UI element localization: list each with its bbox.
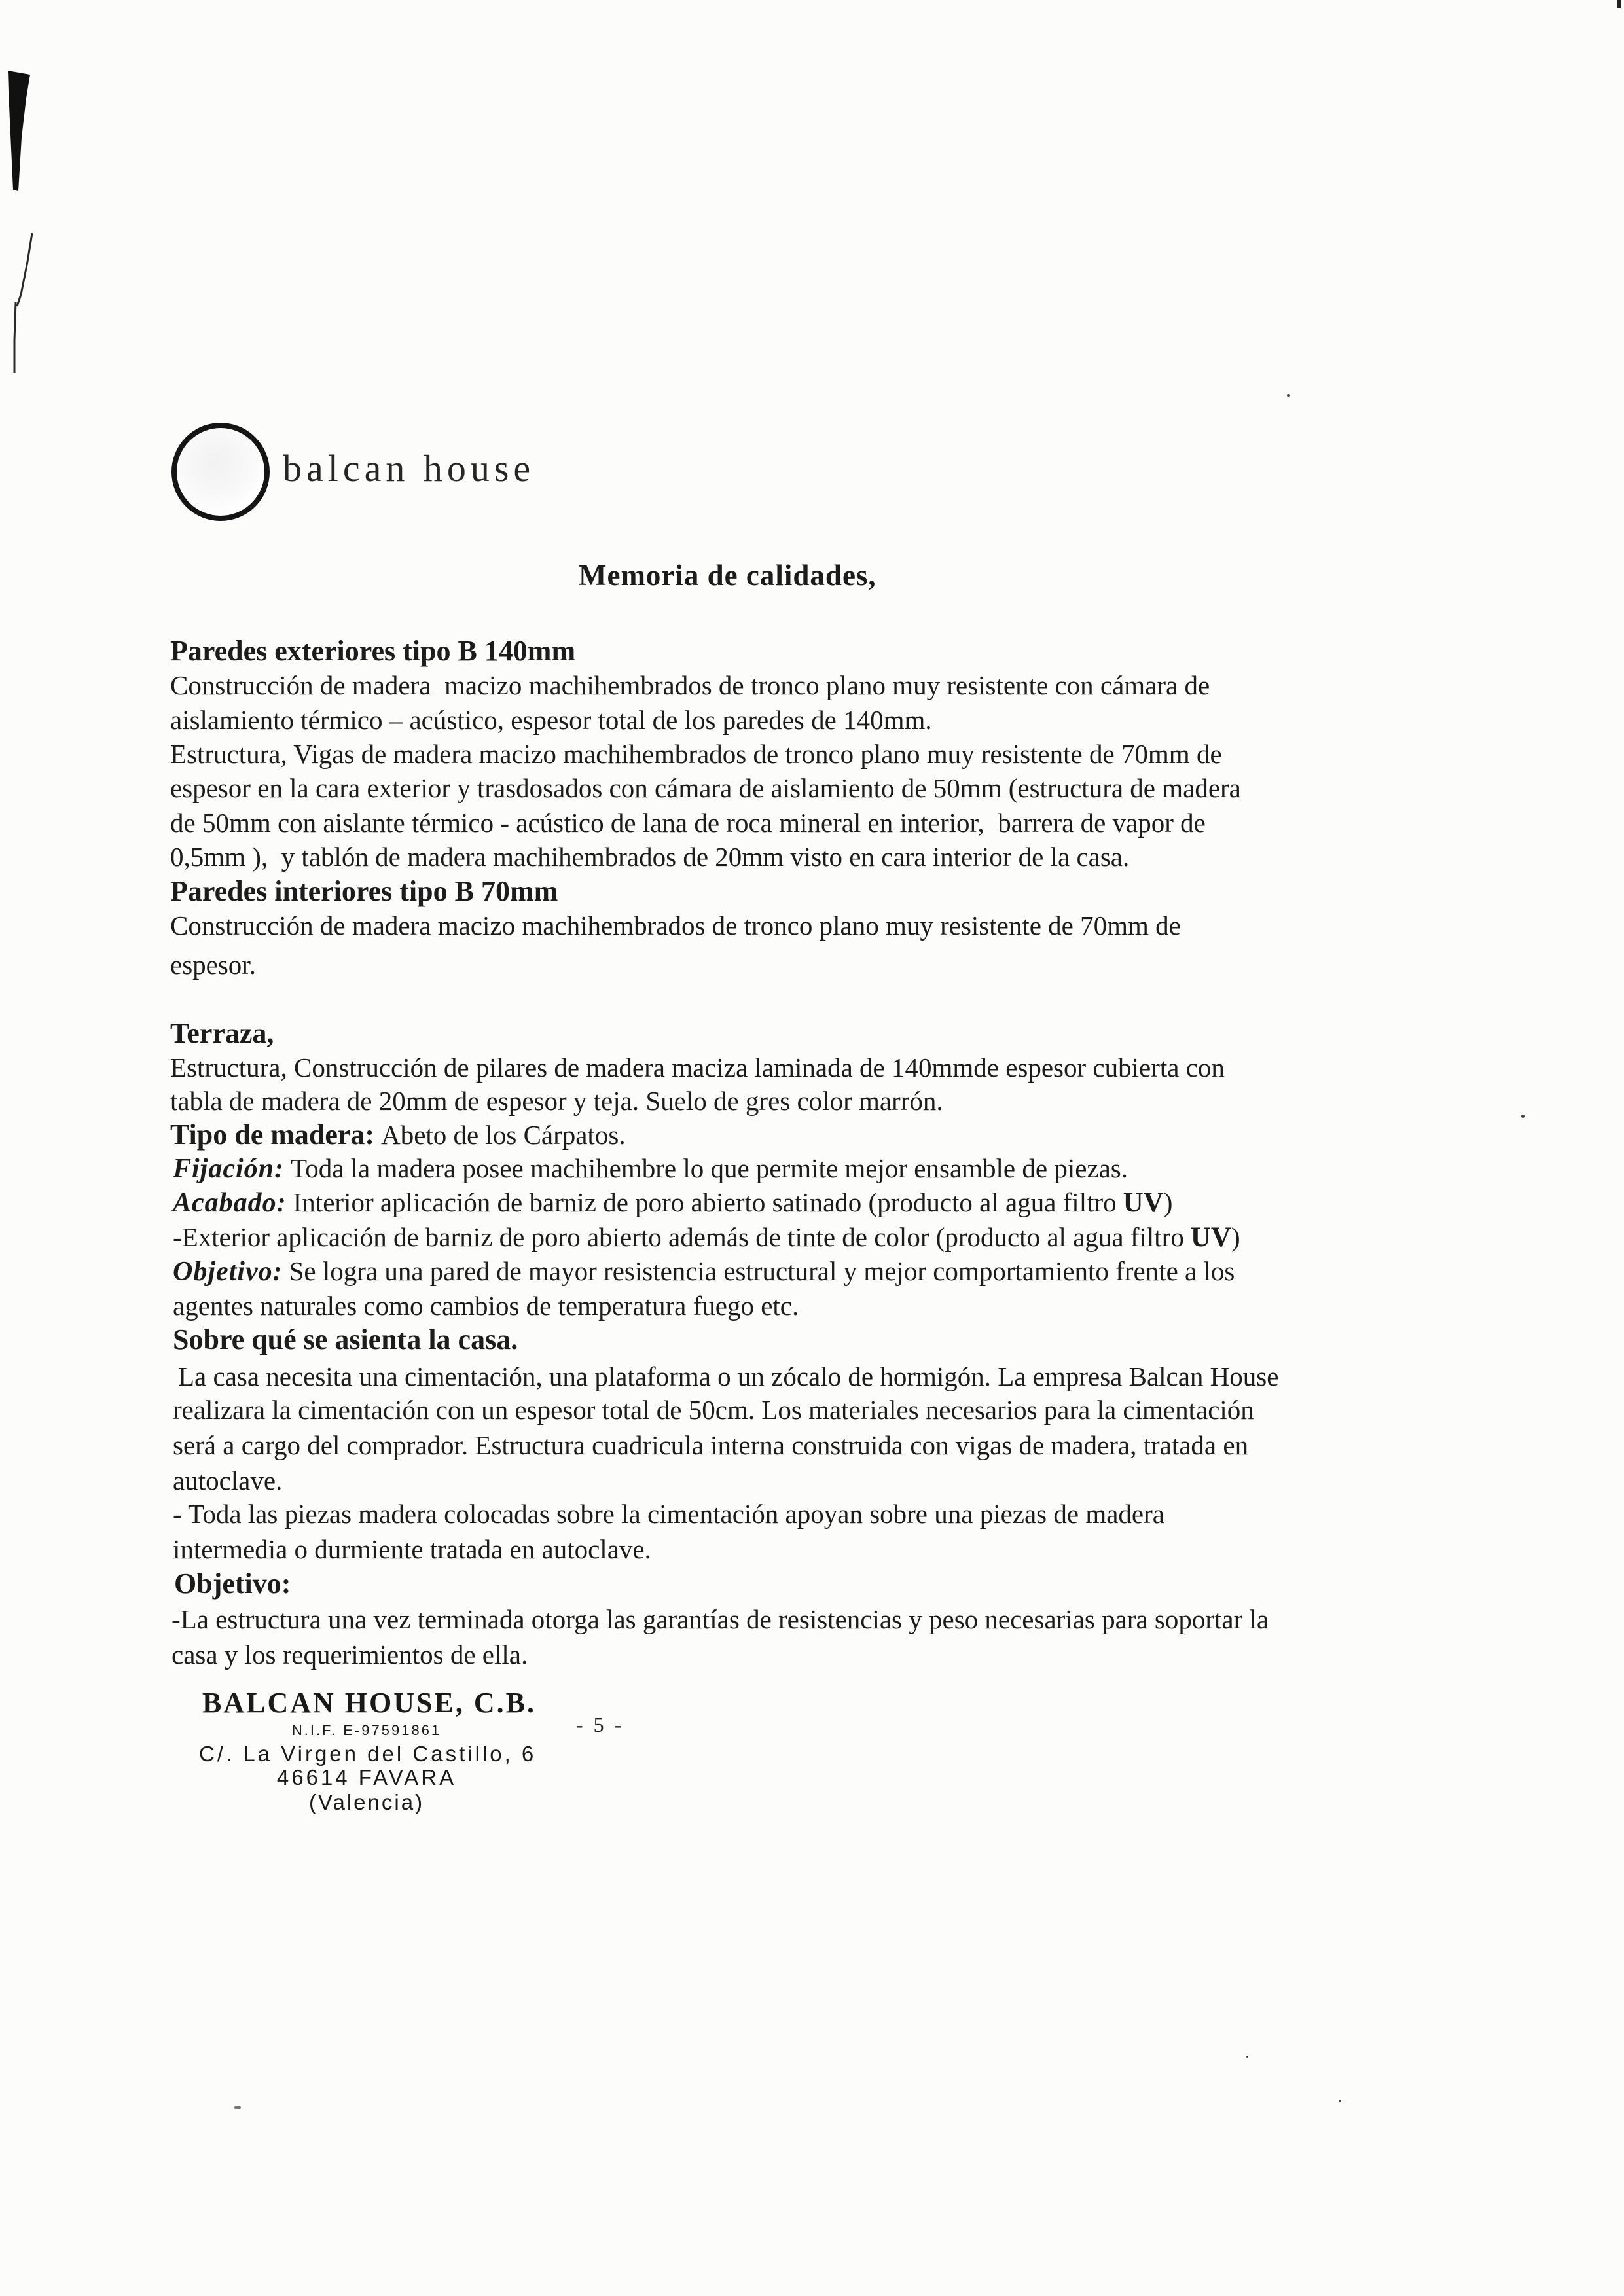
paragraph-line: realizara la cimentación con un espesor total de 50cm. Los materiales necesarios para la cimentación: [173, 1395, 1254, 1425]
stamp-nif: N.I.F. E-97591861: [291, 1722, 442, 1738]
section-heading: Sobre qué se asienta la casa.: [173, 1323, 518, 1355]
finish-interior-text: Interior aplicación de barniz de poro abierto satinado (producto al agua filtro: [293, 1187, 1117, 1217]
paragraph-line: será a cargo del comprador. Estructura cuadricula interna construida con vigas de madera, tratada en: [173, 1430, 1249, 1460]
paragraph-line: autoclave.: [173, 1465, 283, 1496]
finish-exterior-text: -Exterior aplicación de barniz de poro abierto además de tinte de color (producto al agua filtro: [173, 1222, 1184, 1252]
paragraph-line: tabla de madera de 20mm de espesor y teja. Suelo de gres color marrón.: [170, 1086, 943, 1116]
stamp-region: (Valencia): [308, 1790, 425, 1814]
fixing-line: [173, 1151, 1128, 1185]
objective-text: Se logra una pared de mayor resistencia estructural y mejor comportamiento frente a los: [289, 1256, 1235, 1286]
scan-black-wedge: [8, 71, 30, 191]
objective-line: [173, 1254, 1235, 1288]
section-heading: Terraza,: [170, 1017, 274, 1049]
paragraph-line: agentes naturales como cambios de temperatura fuego etc.: [173, 1291, 799, 1321]
paragraph-line: casa y los requerimientos de ella.: [171, 1640, 528, 1670]
objective-label: Objetivo:: [173, 1257, 283, 1287]
scan-speck: [1339, 2100, 1341, 2102]
section-heading: Paredes interiores tipo B 70mm: [170, 875, 558, 907]
scan-speck: [1521, 1115, 1525, 1118]
scan-thin-line: [17, 233, 32, 306]
finish-interior-line: [173, 1185, 1172, 1219]
document-title: Memoria de calidades,: [579, 559, 876, 592]
paragraph-line: espesor.: [170, 950, 256, 980]
closing-paren: ): [1163, 1187, 1173, 1217]
stamp-company-name: BALCAN HOUSE, C.B.: [202, 1687, 536, 1719]
uv-mark: UV: [1190, 1222, 1231, 1253]
uv-mark: UV: [1123, 1187, 1164, 1218]
wood-type-value: Abeto de los Cárpatos.: [381, 1120, 626, 1150]
paragraph-line: intermedia o durmiente tratada en autoclave.: [173, 1534, 651, 1564]
wood-type-line: [170, 1118, 626, 1152]
paragraph-line: espesor en la cara exterior y trasdosados con cámara de aislamiento de 50mm (estructura de madera: [170, 773, 1241, 803]
scan-edge-mark: [0, 0, 79, 393]
paragraph-line: Estructura, Construcción de pilares de madera maciza laminada de 140mmde espesor cubierta con: [170, 1052, 1225, 1083]
scan-thin-line-lower: [14, 302, 16, 373]
scan-speck: [234, 2106, 241, 2109]
paragraph-line: Construcción de madera macizo machihembrados de tronco plano muy resistente con cámara de: [170, 670, 1210, 700]
paragraph-line: - Toda las piezas madera colocadas sobre la cimentación apoyan sobre una piezas de madera: [173, 1499, 1164, 1529]
scan-speck: [1617, 0, 1621, 8]
paragraph-line: aislamiento térmico – acústico, espesor total de los paredes de 140mm.: [170, 705, 932, 735]
paragraph-line: -La estructura una vez terminada otorga las garantías de resistencias y peso necesarias para soportar la: [171, 1604, 1269, 1634]
page-number: - 5 -: [576, 1713, 624, 1736]
paragraph-line: La casa necesita una cimentación, una plataforma o un zócalo de hormigón. La empresa Balcan House: [178, 1361, 1279, 1391]
closing-paren: ): [1231, 1222, 1240, 1252]
section-heading: Paredes exteriores tipo B 140mm: [170, 635, 576, 667]
paragraph-line: Construcción de madera macizo machihembrados de tronco plano muy resistente de 70mm de: [170, 910, 1181, 941]
stamp-address: C/. La Virgen del Castillo, 6: [199, 1742, 537, 1766]
finish-label: Acabado:: [173, 1188, 287, 1218]
paragraph-line: 0,5mm ), y tablón de madera machihembrados de 20mm visto en cara interior de la casa.: [170, 842, 1130, 872]
stamp-postal-code: 46614 FAVARA: [276, 1765, 457, 1789]
logo-circle-icon: [171, 423, 270, 521]
paragraph-line: Estructura, Vigas de madera macizo machihembrados de tronco plano muy resistente de 70mm de: [170, 739, 1222, 769]
section-heading: Objetivo:: [174, 1568, 291, 1600]
logo-brand-text: balcan house: [283, 447, 535, 490]
wood-type-label: Tipo de madera:: [170, 1119, 375, 1151]
scan-speck: [1246, 2056, 1248, 2058]
fixing-value: Toda la madera posee machihembre lo que permite mejor ensamble de piezas.: [291, 1153, 1128, 1183]
paragraph-line: de 50mm con aislante térmico - acústico de lana de roca mineral en interior, barrera de vapor de: [170, 808, 1206, 838]
fixing-label: Fijación:: [173, 1154, 285, 1184]
finish-exterior-line: [173, 1220, 1240, 1254]
scan-speck: [1287, 394, 1290, 397]
